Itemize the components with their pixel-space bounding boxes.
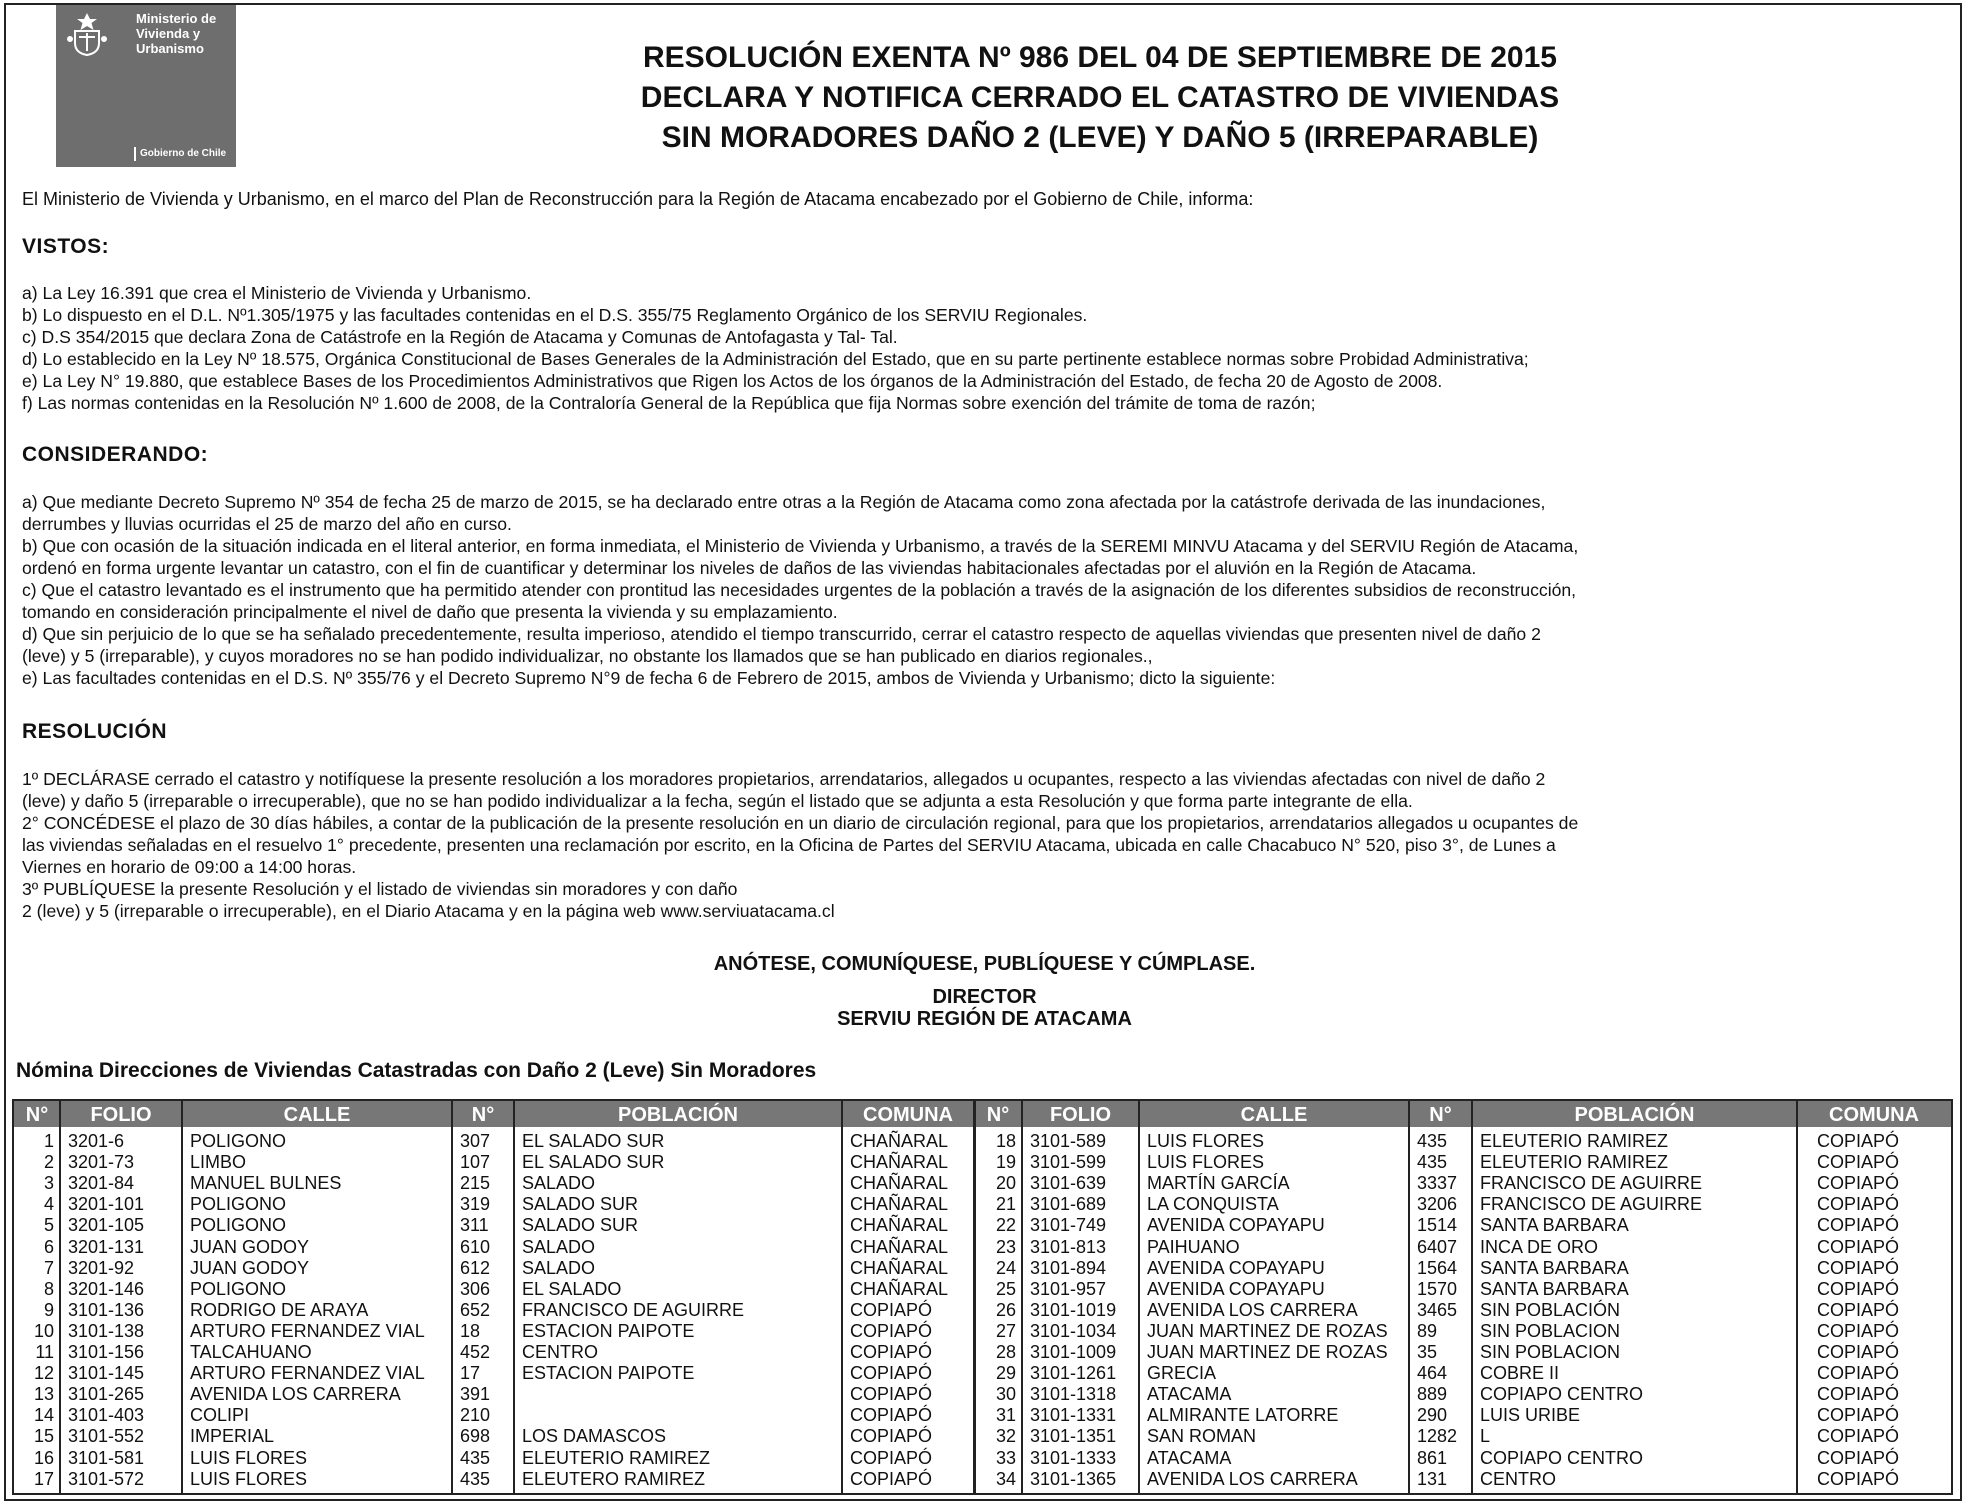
cell-comuna: COPIAPÓ — [850, 1405, 933, 1426]
cell-poblacion: SALADO — [522, 1173, 596, 1194]
header-numero: N° — [1429, 1104, 1452, 1126]
cell-poblacion: ELEUTERIO RAMIREZ — [1480, 1152, 1669, 1173]
cell-folio: 3201-92 — [68, 1257, 135, 1278]
considerando-line: b) Que con ocasión de la situación indicada en el literal anterior, en forma inmediata, el Ministerio de Vivienda y Urbanismo, a través de la SEREMI MINVU Atacama y del SERVIU Región de Atacama, — [22, 536, 1579, 556]
cell-num: 3 — [43, 1173, 54, 1194]
cell-num: 19 — [995, 1152, 1016, 1173]
cell-calle: JUAN MARTINEZ DE ROZAS — [1147, 1320, 1388, 1341]
resolucion-line: Viernes en horario de 09:00 a 14:00 horas. — [22, 857, 357, 877]
cell-poblacion: EL SALADO SUR — [522, 1131, 665, 1151]
cell-numero: 307 — [460, 1131, 491, 1151]
cell-calle: GRECIA — [1147, 1363, 1217, 1384]
cell-calle: AVENIDA LOS CARRERA — [190, 1384, 401, 1405]
cell-numero: 889 — [1417, 1384, 1448, 1405]
cell-num: 8 — [43, 1278, 54, 1299]
header-num: N° — [25, 1104, 49, 1126]
cell-num: 5 — [43, 1215, 54, 1236]
cell-poblacion: ELEUTERIO RAMIREZ — [522, 1447, 711, 1468]
cell-poblacion: CENTRO — [522, 1342, 598, 1362]
cell-comuna: COPIAPÓ — [1817, 1236, 1900, 1257]
cell-comuna: COPIAPÓ — [1817, 1173, 1900, 1194]
cell-calle: AVENIDA LOS CARRERA — [1147, 1468, 1358, 1489]
cell-folio: 3101-639 — [1030, 1173, 1107, 1194]
cell-comuna: CHAÑARAL — [850, 1194, 949, 1215]
cell-folio: 3101-1351 — [1030, 1426, 1117, 1447]
table-row — [14, 1194, 1951, 1215]
cell-comuna: CHAÑARAL — [850, 1173, 949, 1194]
header-calle: CALLE — [1240, 1104, 1308, 1126]
cell-comuna: COPIAPÓ — [1817, 1299, 1900, 1320]
table-row — [14, 1152, 1951, 1173]
cell-calle: POLIGONO — [190, 1131, 287, 1151]
cell-num: 33 — [995, 1447, 1016, 1468]
cell-poblacion: SANTA BARBARA — [1480, 1278, 1629, 1299]
considerando-line: c) Que el catastro levantado es el instrumento que ha permitido atender con prontitud las necesidades urgentes de la población a través de la asignación de los diferentes subsidios de reconstrucción, — [22, 580, 1577, 600]
cell-calle: POLIGONO — [190, 1194, 287, 1215]
cell-poblacion: ESTACION PAIPOTE — [522, 1363, 695, 1384]
cell-num: 1 — [43, 1131, 54, 1151]
cell-num: 21 — [995, 1194, 1016, 1215]
header-num: N° — [986, 1104, 1010, 1126]
cell-calle: ARTURO FERNANDEZ VIAL — [190, 1363, 425, 1384]
cell-folio: 3101-1365 — [1030, 1468, 1117, 1489]
cell-numero: 1514 — [1417, 1215, 1458, 1236]
cell-folio: 3101-1331 — [1030, 1405, 1117, 1426]
cell-calle: ATACAMA — [1147, 1447, 1232, 1468]
cell-comuna: COPIAPÓ — [1817, 1131, 1900, 1151]
cell-numero: 1282 — [1417, 1426, 1458, 1447]
cell-folio: 3101-1318 — [1030, 1384, 1117, 1405]
cell-calle: LA CONQUISTA — [1147, 1194, 1279, 1215]
cell-poblacion: EL SALADO — [522, 1278, 622, 1299]
cell-comuna: COPIAPÓ — [1817, 1342, 1900, 1362]
table-row — [14, 1469, 1951, 1490]
cell-num: 9 — [43, 1299, 54, 1320]
resolucion-heading: RESOLUCIÓN — [22, 720, 168, 743]
vistos-item: b) Lo dispuesto en el D.L. Nº1.305/1975 y las facultades contenidas en el D.S. 355/75 Reglamento Orgánico de los SERVIU Regionales. — [22, 305, 1088, 325]
cell-poblacion: SANTA BARBARA — [1480, 1257, 1629, 1278]
cell-comuna: COPIAPÓ — [850, 1320, 933, 1341]
cell-calle: COLIPI — [190, 1405, 250, 1426]
considerando-line: a) Que mediante Decreto Supremo Nº 354 de fecha 25 de marzo de 2015, se ha declarado entre otras a la Región de Atacama como zona afectada por la catástrofe derivada de las inundaciones, — [22, 492, 1546, 512]
table-row — [14, 1448, 1951, 1469]
table-row — [14, 1342, 1951, 1363]
vistos-item: e) La Ley N° 19.880, que establece Bases de los Procedimientos Administrativos que Rigen los Actos de los órganos de la Administración del Estado, de fecha 20 de Agosto de 2008. — [22, 371, 1443, 391]
cell-calle: TALCAHUANO — [190, 1342, 312, 1362]
cell-numero: 290 — [1417, 1405, 1448, 1426]
cell-poblacion: COBRE II — [1480, 1363, 1560, 1384]
cell-calle: AVENIDA LOS CARRERA — [1147, 1299, 1358, 1320]
cell-comuna: COPIAPÓ — [1817, 1426, 1900, 1447]
cell-folio: 3201-105 — [68, 1215, 145, 1236]
cell-folio: 3201-131 — [68, 1236, 145, 1257]
cell-poblacion: COPIAPO CENTRO — [1480, 1447, 1644, 1468]
vistos-list — [22, 282, 1932, 414]
cell-num: 13 — [33, 1384, 54, 1405]
considerando-line: (leve) y 5 (irreparable), y cuyos moradores no se han podido individualizar, no obstante los llamados que se han publicado en diarios regionales., — [22, 646, 1153, 666]
cell-numero: 3206 — [1417, 1194, 1458, 1215]
cell-numero: 89 — [1417, 1320, 1438, 1341]
cell-poblacion: SIN POBLACIÓN — [1480, 1299, 1621, 1320]
resolucion-line: 2° CONCÉDESE el plazo de 30 días hábiles, a contar de la publicación de la presente resolución en un diario de circulación regional, para que los propietarios, arrendatarios allegados u ocupantes de — [22, 813, 1579, 833]
cell-poblacion: SALADO SUR — [522, 1194, 639, 1215]
cell-comuna: COPIAPÓ — [1817, 1363, 1900, 1384]
cell-comuna: COPIAPÓ — [850, 1363, 933, 1384]
cell-comuna: COPIAPÓ — [1817, 1215, 1900, 1236]
table-row — [14, 1173, 1951, 1194]
cell-calle: LUIS FLORES — [1147, 1152, 1265, 1173]
table-row — [14, 1426, 1951, 1447]
header-folio: FOLIO — [1049, 1104, 1112, 1126]
cell-calle: AVENIDA COPAYAPU — [1147, 1278, 1325, 1299]
ministry-logo — [56, 5, 236, 167]
cell-comuna: CHAÑARAL — [850, 1215, 949, 1236]
table-row — [14, 1131, 1951, 1152]
cell-numero: 210 — [460, 1405, 491, 1426]
cell-num: 31 — [995, 1405, 1016, 1426]
cell-folio: 3101-403 — [68, 1405, 145, 1426]
cell-folio: 3101-689 — [1030, 1194, 1107, 1215]
cell-poblacion: L — [1480, 1426, 1491, 1447]
vistos-item: d) Lo establecido en la Ley Nº 18.575, Orgánica Constitucional de Bases Generales de la Administración del Estado, que en su parte pertinente establece normas sobre Probidad Administrativa; — [22, 349, 1529, 369]
signatory-title: DIRECTOR — [932, 986, 1037, 1008]
header-comuna: COMUNA — [1829, 1104, 1919, 1126]
cell-comuna: COPIAPÓ — [1817, 1152, 1900, 1173]
cell-num: 32 — [995, 1426, 1016, 1447]
cell-folio: 3101-581 — [68, 1447, 145, 1468]
table-row — [14, 1279, 1951, 1300]
table-row — [14, 1405, 1951, 1426]
cell-numero: 3337 — [1417, 1173, 1458, 1194]
vistos-heading: VISTOS: — [22, 235, 110, 258]
cell-calle: ATACAMA — [1147, 1384, 1232, 1405]
cell-folio: 3201-73 — [68, 1152, 135, 1173]
cell-num: 14 — [33, 1405, 54, 1426]
vistos-item: f) Las normas contenidas en la Resolución Nº 1.600 de 2008, de la Contraloría General de la República que fija Normas sobre exención del trámite de toma de razón; — [22, 393, 1316, 413]
cell-comuna: CHAÑARAL — [850, 1152, 949, 1173]
cell-folio: 3101-1034 — [1030, 1320, 1117, 1341]
cell-numero: 1564 — [1417, 1257, 1458, 1278]
cell-num: 17 — [33, 1468, 54, 1489]
cell-poblacion: ESTACION PAIPOTE — [522, 1320, 695, 1341]
cell-numero: 435 — [1417, 1131, 1448, 1151]
cell-num: 20 — [995, 1173, 1016, 1194]
cell-poblacion: SALADO — [522, 1257, 596, 1278]
cell-poblacion: SIN POBLACION — [1480, 1342, 1621, 1362]
cell-num: 22 — [995, 1215, 1016, 1236]
considerando-list — [22, 491, 1932, 689]
cell-poblacion: INCA DE ORO — [1480, 1236, 1599, 1257]
cell-poblacion: FRANCISCO DE AGUIRRE — [522, 1299, 745, 1320]
considerando-line: ordenó en forma urgente levantar un catastro, con el fin de cuantificar y determinar los niveles de daños de las viviendas habitacionales afectadas por el aluvión en la Región de Atacama. — [22, 558, 1477, 578]
cell-folio: 3101-813 — [1030, 1236, 1107, 1257]
cell-num: 11 — [35, 1342, 54, 1362]
cell-calle: AVENIDA COPAYAPU — [1147, 1257, 1325, 1278]
cell-num: 12 — [33, 1363, 54, 1384]
header-poblacion: POBLACIÓN — [618, 1104, 738, 1126]
cell-numero: 17 — [460, 1363, 481, 1384]
signatory-institution: SERVIU REGIÓN DE ATACAMA — [837, 1008, 1132, 1030]
cell-numero: 435 — [1417, 1152, 1448, 1173]
cell-num: 23 — [995, 1236, 1016, 1257]
cell-poblacion: SIN POBLACION — [1480, 1320, 1621, 1341]
cell-comuna: CHAÑARAL — [850, 1278, 949, 1299]
cell-calle: POLIGONO — [190, 1278, 287, 1299]
cell-calle: RODRIGO DE ARAYA — [190, 1299, 369, 1320]
cell-comuna: COPIAPÓ — [850, 1426, 933, 1447]
closing-formula: ANÓTESE, COMUNÍQUESE, PUBLÍQUESE Y CÚMPLASE. — [713, 953, 1256, 975]
table-row — [14, 1300, 1951, 1321]
cell-calle: SAN ROMAN — [1147, 1426, 1257, 1447]
cell-numero: 131 — [1417, 1468, 1448, 1489]
cell-num: 28 — [995, 1342, 1016, 1362]
table-row — [14, 1363, 1951, 1384]
table-row — [14, 1258, 1951, 1279]
cell-calle: LUIS FLORES — [1147, 1131, 1265, 1151]
cell-calle: AVENIDA COPAYAPU — [1147, 1215, 1325, 1236]
cell-num: 15 — [33, 1426, 54, 1447]
cell-folio: 3101-957 — [1030, 1278, 1107, 1299]
cell-poblacion: SALADO — [522, 1236, 596, 1257]
cell-comuna: COPIAPÓ — [1817, 1405, 1900, 1426]
cell-numero: 18 — [460, 1320, 481, 1341]
ministry-name: Ministerio de Vivienda y Urbanismo — [136, 11, 217, 56]
cell-poblacion: SALADO SUR — [522, 1215, 639, 1236]
cell-folio: 3101-589 — [1030, 1131, 1107, 1151]
cell-folio: 3101-1009 — [1030, 1342, 1117, 1362]
cell-num: 25 — [995, 1278, 1016, 1299]
cell-num: 7 — [43, 1257, 54, 1278]
cell-numero: 464 — [1417, 1363, 1448, 1384]
cell-folio: 3201-146 — [68, 1278, 145, 1299]
cell-num: 6 — [43, 1236, 54, 1257]
cell-poblacion: FRANCISCO DE AGUIRRE — [1480, 1194, 1703, 1215]
cell-numero: 610 — [460, 1236, 491, 1257]
intro-text: El Ministerio de Vivienda y Urbanismo, en el marco del Plan de Reconstrucción para la Región de Atacama encabezado por el Gobierno de Chile, informa: — [22, 189, 1254, 209]
cell-folio: 3101-1019 — [1030, 1299, 1117, 1320]
cell-folio: 3101-265 — [68, 1384, 145, 1405]
cell-num: 26 — [995, 1299, 1016, 1320]
housing-table — [12, 1099, 1953, 1495]
cell-calle: MANUEL BULNES — [190, 1173, 342, 1194]
cell-numero: 698 — [460, 1426, 491, 1447]
cell-numero: 35 — [1417, 1342, 1438, 1362]
cell-folio: 3101-552 — [68, 1426, 145, 1447]
cell-numero: 311 — [460, 1215, 489, 1236]
cell-comuna: COPIAPÓ — [1817, 1384, 1900, 1405]
cell-comuna: COPIAPÓ — [850, 1299, 933, 1320]
cell-calle: LUIS FLORES — [190, 1447, 308, 1468]
cell-poblacion: COPIAPO CENTRO — [1480, 1384, 1644, 1405]
cell-folio: 3101-572 — [68, 1468, 145, 1489]
cell-numero: 435 — [460, 1447, 491, 1468]
cell-poblacion: SANTA BARBARA — [1480, 1215, 1629, 1236]
cell-comuna: CHAÑARAL — [850, 1236, 949, 1257]
cell-poblacion: LUIS URIBE — [1480, 1405, 1581, 1426]
resolucion-list — [22, 768, 1932, 922]
cell-comuna: COPIAPÓ — [1817, 1447, 1900, 1468]
cell-poblacion: ELEUTERIO RAMIREZ — [1480, 1131, 1669, 1151]
cell-folio: 3201-101 — [68, 1194, 145, 1215]
cell-comuna: COPIAPÓ — [1817, 1320, 1900, 1341]
resolucion-line: 3º PUBLÍQUESE la presente Resolución y el listado de viviendas sin moradores y con daño — [22, 879, 738, 899]
cell-calle: LIMBO — [190, 1152, 247, 1173]
cell-num: 29 — [995, 1363, 1016, 1384]
cell-poblacion: ELEUTERO RAMIREZ — [522, 1468, 706, 1489]
cell-num: 30 — [995, 1384, 1016, 1405]
cell-comuna: COPIAPÓ — [1817, 1194, 1900, 1215]
cell-calle: LUIS FLORES — [190, 1468, 308, 1489]
vistos-item: a) La Ley 16.391 que crea el Ministerio de Vivienda y Urbanismo. — [22, 283, 532, 303]
header-folio: FOLIO — [90, 1104, 152, 1126]
cell-numero: 215 — [460, 1173, 491, 1194]
considerando-line: e) Las facultades contenidas en el D.S. Nº 355/76 y el Decreto Supremo N°9 de fecha 6 de Febrero de 2015, ambos de Vivienda y Urbanismo; dicto la siguiente: — [22, 668, 1276, 688]
cell-poblacion: LOS DAMASCOS — [522, 1426, 667, 1447]
table-row — [14, 1215, 1951, 1236]
cell-numero: 652 — [460, 1299, 491, 1320]
table-row — [14, 1237, 1951, 1258]
cell-comuna: COPIAPÓ — [1817, 1278, 1900, 1299]
cell-numero: 435 — [460, 1468, 491, 1489]
resolucion-line: (leve) y daño 5 (irreparable o irrecuperable), que no se han podido individualizar a la fecha, según el listado que se adjunta a esta Resolución y que forma parte integrante de ella. — [22, 791, 1413, 811]
title-line-3: SIN MORADORES DAÑO 2 (LEVE) Y DAÑO 5 (IRREPARABLE) — [661, 121, 1539, 154]
cell-folio: 3101-749 — [1030, 1215, 1107, 1236]
cell-calle: ALMIRANTE LATORRE — [1147, 1405, 1339, 1426]
cell-comuna: COPIAPÓ — [850, 1384, 933, 1405]
table-row — [14, 1384, 1951, 1405]
cell-num: 24 — [995, 1257, 1016, 1278]
cell-numero: 861 — [1417, 1447, 1448, 1468]
cell-folio: 3101-156 — [68, 1342, 145, 1362]
resolucion-line: las viviendas señaladas en el resuelvo 1° precedente, presenten una reclamación por escrito, en la Oficina de Partes del SERVIU Atacama, ubicada en calle Chacabuco N° 520, piso 3°, de Lunes a — [22, 835, 1556, 855]
logo-footer: Gobierno de Chile — [140, 148, 227, 159]
cell-num: 27 — [995, 1320, 1016, 1341]
list-title: Nómina Direcciones de Viviendas Catastradas con Daño 2 (Leve) Sin Moradores — [16, 1059, 817, 1082]
cell-num: 10 — [33, 1320, 54, 1341]
considerando-line: tomando en consideración principalmente el nivel de daño que presenta la vivienda y su emplazamiento. — [22, 602, 838, 622]
cell-numero: 3465 — [1417, 1299, 1458, 1320]
coat-of-arms-icon — [66, 11, 108, 57]
cell-calle: POLIGONO — [190, 1215, 287, 1236]
cell-comuna: CHAÑARAL — [850, 1131, 949, 1151]
logo-divider — [134, 147, 136, 161]
cell-folio: 3101-1333 — [1030, 1447, 1117, 1468]
resolucion-line: 1º DECLÁRASE cerrado el catastro y notifíquese la presente resolución a los moradores propietarios, arrendatarios, allegados u ocupantes, respecto a las viviendas afectadas con nivel de daño 2 — [22, 769, 1546, 789]
cell-calle: JUAN MARTINEZ DE ROZAS — [1147, 1342, 1388, 1362]
cell-calle: JUAN GODOY — [190, 1236, 310, 1257]
document-title — [250, 38, 1950, 158]
header-poblacion: POBLACIÓN — [1574, 1104, 1695, 1126]
table-row — [14, 1321, 1951, 1342]
cell-folio: 3201-6 — [68, 1131, 125, 1151]
cell-poblacion: FRANCISCO DE AGUIRRE — [1480, 1173, 1703, 1194]
cell-poblacion: EL SALADO SUR — [522, 1152, 665, 1173]
cell-num: 16 — [33, 1447, 54, 1468]
cell-comuna: COPIAPÓ — [850, 1342, 933, 1362]
cell-numero: 452 — [460, 1342, 491, 1362]
cell-numero: 612 — [460, 1257, 491, 1278]
header-comuna: COMUNA — [863, 1104, 953, 1126]
title-line-1: RESOLUCIÓN EXENTA Nº 986 DEL 04 DE SEPTIEMBRE DE 2015 — [643, 41, 1557, 74]
cell-folio: 3101-599 — [1030, 1152, 1107, 1173]
cell-folio: 3101-894 — [1030, 1257, 1107, 1278]
vistos-item: c) D.S 354/2015 que declara Zona de Catástrofe en la Región de Atacama y Comunas de Antofagasta y Tal- Tal. — [22, 327, 898, 347]
cell-calle: IMPERIAL — [190, 1426, 275, 1447]
cell-comuna: COPIAPÓ — [850, 1468, 933, 1489]
header-calle: CALLE — [283, 1104, 351, 1126]
cell-poblacion: CENTRO — [1480, 1468, 1556, 1489]
header-numero: N° — [471, 1104, 495, 1126]
cell-num: 2 — [43, 1152, 54, 1173]
considerando-line: d) Que sin perjuicio de lo que se ha señalado precedentemente, resulta imperioso, atendido el tiempo transcurrido, cerrar el catastro respecto de aquellas viviendas que presenten nivel de daño 2 — [22, 624, 1541, 644]
cell-calle: JUAN GODOY — [190, 1257, 310, 1278]
cell-folio: 3101-138 — [68, 1320, 145, 1341]
cell-num: 34 — [995, 1468, 1016, 1489]
cell-calle: ARTURO FERNANDEZ VIAL — [190, 1320, 425, 1341]
cell-comuna: COPIAPÓ — [1817, 1468, 1900, 1489]
considerando-line: derrumbes y lluvias ocurridas el 25 de marzo del año en curso. — [22, 514, 512, 534]
cell-numero: 306 — [460, 1278, 491, 1299]
cell-num: 18 — [995, 1131, 1016, 1151]
cell-calle: PAIHUANO — [1147, 1236, 1240, 1257]
cell-folio: 3101-1261 — [1030, 1363, 1117, 1384]
cell-numero: 391 — [460, 1384, 491, 1405]
cell-numero: 319 — [460, 1194, 491, 1215]
cell-comuna: COPIAPÓ — [850, 1447, 933, 1468]
cell-folio: 3101-145 — [68, 1363, 145, 1384]
considerando-heading: CONSIDERANDO: — [22, 443, 209, 466]
cell-numero: 1570 — [1417, 1278, 1458, 1299]
cell-comuna: COPIAPÓ — [1817, 1257, 1900, 1278]
cell-folio: 3101-136 — [68, 1299, 145, 1320]
cell-numero: 6407 — [1417, 1236, 1458, 1257]
cell-folio: 3201-84 — [68, 1173, 135, 1194]
cell-numero: 107 — [460, 1152, 491, 1173]
resolucion-line: 2 (leve) y 5 (irreparable o irrecuperable), en el Diario Atacama y en la página web www.serviuatacama.cl — [22, 901, 835, 921]
title-line-2: DECLARA Y NOTIFICA CERRADO EL CATASTRO DE VIVIENDAS — [640, 81, 1560, 114]
cell-comuna: CHAÑARAL — [850, 1257, 949, 1278]
cell-calle: MARTÍN GARCÍA — [1147, 1173, 1290, 1194]
cell-num: 4 — [43, 1194, 54, 1215]
